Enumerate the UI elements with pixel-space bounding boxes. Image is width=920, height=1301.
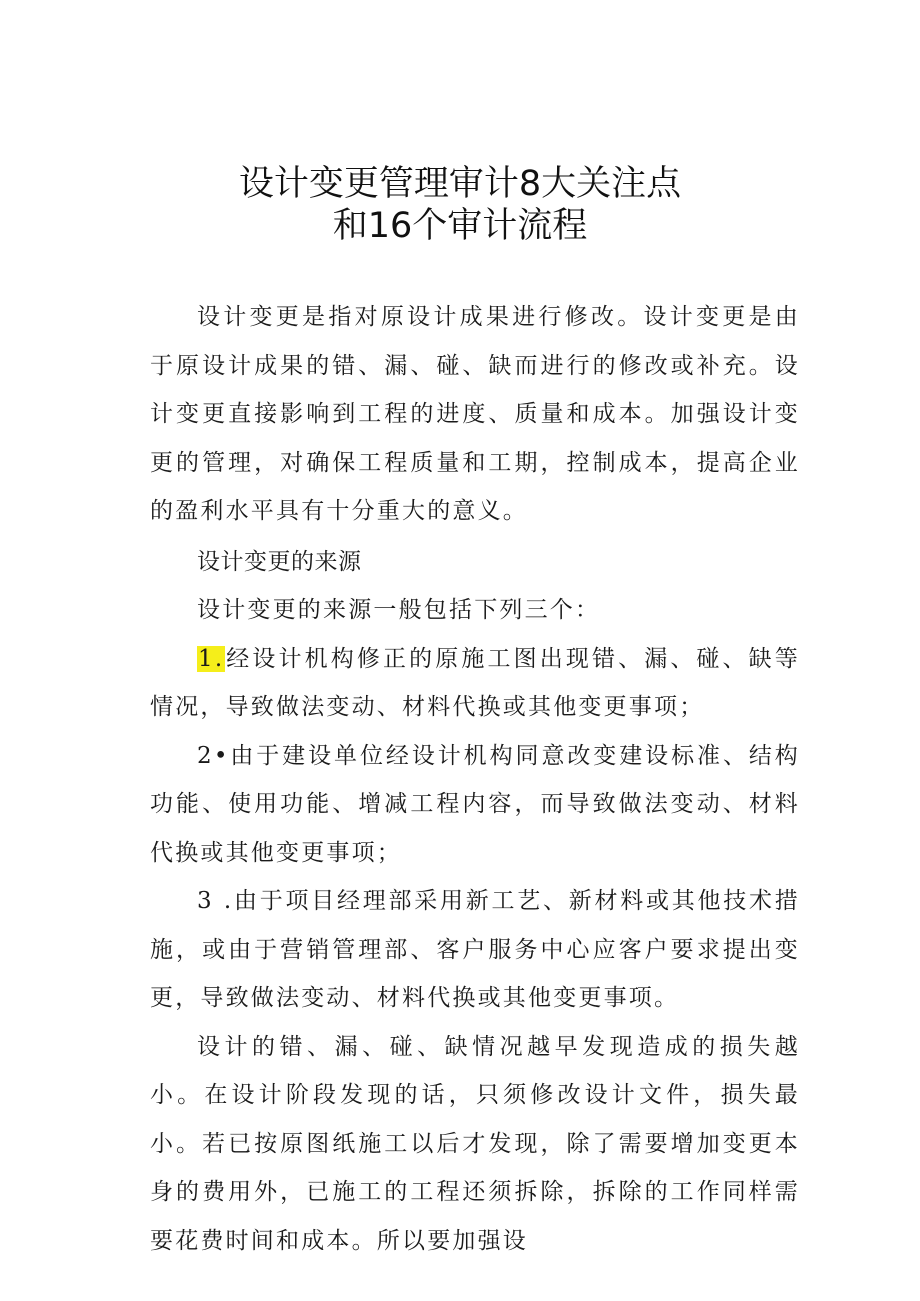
source-item-1 (150, 635, 800, 732)
conclusion-paragraph: 设计的错、漏、碰、缺情况越早发现造成的损失越小。在设计阶段发现的话，只须修改设计文件，损失最小。若已按原图纸施工以后才发现，除了需要增加变更本身的费用外，已施工的工程还须拆除，拆除的工作同样需要花费时间和成本。所以要加强设 (150, 1033, 800, 1254)
source-item-1-text: 经设计机构修正的原施工图出现错、漏、碰、缺等情况，导致做法变动、材料代换或其他变更事项； (150, 645, 800, 720)
document-body (150, 293, 800, 1265)
document-title-line-2: 和16个审计流程 (332, 206, 588, 246)
intro-paragraph: 设计变更是指对原设计成果进行修改。设计变更是由于原设计成果的错、漏、碰、缺而进行的修改或补充。设计变更直接影响到工程的进度、质量和成本。加强设计变更的管理，对确保工程质量和工期，控制成本，提高企业的盈利水平具有十分重大的意义。 (150, 304, 800, 524)
section-heading: 设计变更的来源 (197, 548, 362, 575)
source-item-3: 3 .由于项目经理部采用新工艺、新材料或其他技术措施，或由于营销管理部、客户服务中心应客户要求提出变更，导致做法变动、材料代换或其他变更事项。 (150, 888, 800, 1011)
document-title-line-1: 设计变更管理审计8大关注点 (238, 164, 682, 204)
source-item-2: 2•由于建设单位经设计机构同意改变建设标准、结构功能、使用功能、增减工程内容，而导致做法变动、材料代换或其他变更事项； (150, 742, 800, 866)
sources-intro-paragraph: 设计变更的来源一般包括下列三个： (197, 597, 601, 623)
highlight-marker: 1. (198, 645, 225, 672)
